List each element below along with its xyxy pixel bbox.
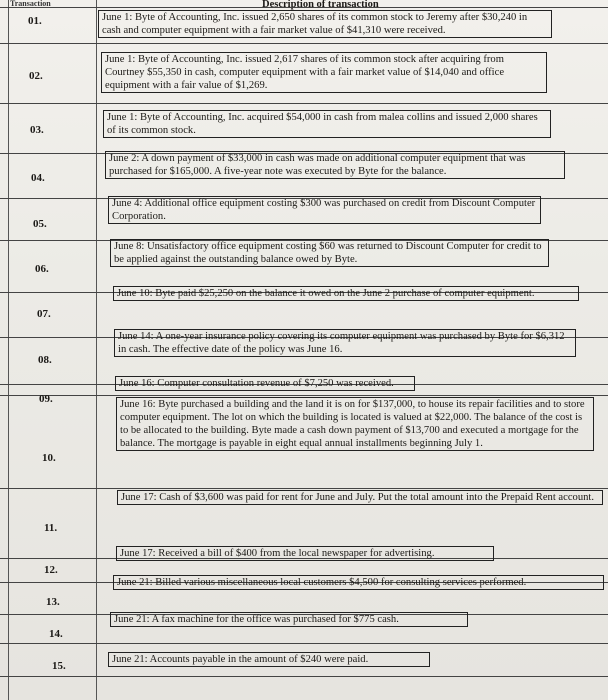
transaction-description: June 1: Byte of Accounting, Inc. acquired $54,000 in cash from malea collins and issued 2,000 shares of its common stock. xyxy=(103,110,551,138)
transaction-number: 05. xyxy=(33,218,47,230)
transaction-description: June 8: Unsatisfactory office equipment costing $60 was returned to Discount Computer for credit to be applied against the outstanding balance owed by Byte. xyxy=(110,239,549,267)
transaction-number: 10. xyxy=(42,452,56,464)
transaction-number: 08. xyxy=(38,354,52,366)
transaction-number: 02. xyxy=(29,70,43,82)
transaction-description: June 1: Byte of Accounting, Inc. issued 2,617 shares of its common stock after acquiring from Courtney $55,350 in cash, computer equipment with a fair market value of $14,040 and office equipment with a fair value of $1,269. xyxy=(101,52,547,93)
transaction-description: June 10: Byte paid $25,250 on the balance it owed on the June 2 purchase of computer equipment. xyxy=(113,286,579,301)
row-line xyxy=(0,488,608,489)
transaction-description: June 21: Accounts payable in the amount of $240 were paid. xyxy=(108,652,430,667)
row-line xyxy=(0,43,608,44)
transaction-description: June 21: Billed various miscellaneous local customers $4,500 for consulting services performed. xyxy=(113,575,604,590)
transaction-description: June 2: A down payment of $33,000 in cash was made on additional computer equipment that was purchased for $165,000. A five-year note was executed by Byte for the balance. xyxy=(105,151,565,179)
column-line-left xyxy=(8,0,9,700)
row-line xyxy=(0,395,608,396)
row-line xyxy=(0,643,608,644)
transaction-description: June 17: Cash of $3,600 was paid for rent for June and July. Put the total amount into the Prepaid Rent account. xyxy=(117,490,603,505)
transaction-number: 01. xyxy=(28,15,42,27)
row-line xyxy=(0,676,608,677)
column-line-divider xyxy=(96,0,97,700)
transaction-number: 11. xyxy=(44,522,58,534)
transaction-number: 13. xyxy=(46,596,60,608)
transaction-description: June 21: A fax machine for the office was purchased for $775 cash. xyxy=(110,612,468,627)
transaction-number: 07. xyxy=(37,308,51,320)
transaction-number: 09. xyxy=(39,393,53,405)
transaction-description: June 16: Byte purchased a building and the land it is on for $137,000, to house its repair facilities and to store computer equipment. The lot on which the building is located is valued at $22,000. The balance of the cost is to be allocated to the building. Byte made a cash down payment of $13,700 and executed a mortgage for the balance. The mortgage is payable in eight equal annual installments beginning July 1. xyxy=(116,397,594,451)
transaction-description: June 17: Received a bill of $400 from the local newspaper for advertising. xyxy=(116,546,494,561)
transaction-description: June 14: A one-year insurance policy covering its computer equipment was purchased by Byte for $6,312 in cash. The effective date of the policy was June 16. xyxy=(114,329,576,357)
transaction-number: 15. xyxy=(52,660,66,672)
column-header-description: Description of transaction xyxy=(262,0,379,10)
transaction-description: June 1: Byte of Accounting, Inc. issued 2,650 shares of its common stock to Jeremy after $30,240 in cash and computer equipment with a fair market value of $41,310 were received. xyxy=(98,10,552,38)
transaction-number: 12. xyxy=(44,564,58,576)
transaction-description: June 4: Additional office equipment costing $300 was purchased on credit from Discount Computer Corporation. xyxy=(108,196,541,224)
transaction-number: 04. xyxy=(31,172,45,184)
transaction-number: 03. xyxy=(30,124,44,136)
column-header-transaction: Transaction xyxy=(10,0,51,8)
transaction-number: 14. xyxy=(49,628,63,640)
row-line xyxy=(0,7,608,8)
transaction-number: 06. xyxy=(35,263,49,275)
row-line xyxy=(0,103,608,104)
transaction-description: June 16: Computer consultation revenue of $7,250 was received. xyxy=(115,376,415,391)
